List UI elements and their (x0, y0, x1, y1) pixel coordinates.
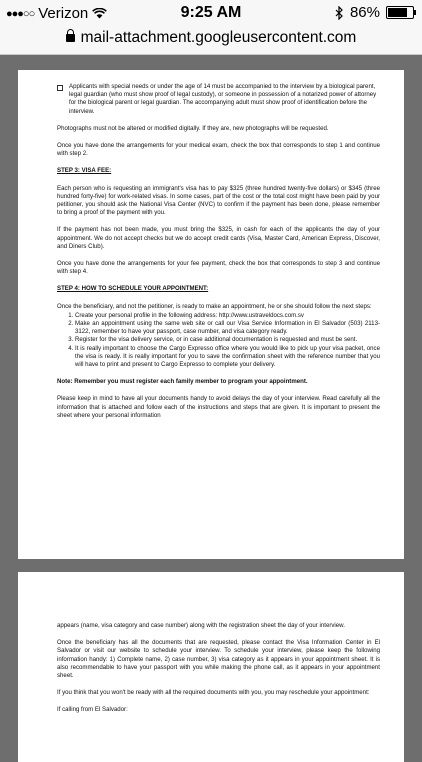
battery-percent: 86% (349, 4, 380, 21)
bluetooth-icon (335, 6, 344, 20)
medical-paragraph: Once you have done the arrangements for your medical exam, check the box that corresponds to step 1 and continue with step 2. (57, 142, 380, 158)
checkbox-icon (57, 85, 63, 91)
fee-paragraph-2: If the payment has not been made, you must bring the $325, in cash for each of the applicants the day of your appointment. We do not accept checks but we do accept credit cards (Visa, Master Card, American Express, Discover, and Diners Club). (57, 226, 380, 250)
checkbox-item (57, 83, 380, 116)
page-2-content (57, 622, 380, 724)
address-bar[interactable] (0, 26, 422, 55)
page-1-content (57, 83, 380, 429)
list-item: 4. It is really important to choose the Cargo Expresso office where you would like to pick up your visa packet, once the visa is ready. It is really important for you to save the confirmation sheet with the reference number that you will have to print and present to Cargo Expresso to complete your delivery. (75, 345, 380, 370)
signal-strength-icon: ●●●○○ (6, 7, 35, 20)
status-right (335, 4, 414, 21)
reschedule-paragraph: If you think that you won't be ready with all the required documents with you, you may reschedule your appointment: (57, 689, 370, 697)
url-text[interactable]: mail-attachment.googleusercontent.com (80, 29, 357, 46)
fee-paragraph-3: Once you have done the arrangements for your fee payment, check the box that corresponds to step 3 and continue with step 4. (57, 260, 380, 276)
calling-paragraph: If calling from El Salvador: (57, 706, 128, 714)
list-item: 1. Create your personal profile in the following address: http://www.ustraveldocs.com.sv (75, 312, 380, 320)
carrier-name: Verizon (38, 5, 89, 22)
photos-paragraph: Photographs must not be altered or modified digitally. If they are, new photographs will be requested. (57, 124, 329, 132)
keep-documents-paragraph: Please keep in mind to have all your documents handy to avoid delays the day of your interview. Read carefully all the information that is attached and follow each of the instructions and steps that are given. It is important to present the sheet where your personal information (57, 395, 380, 419)
list-item: 2. Make an appointment using the same web site or call our Visa Service Information in El Salvador (503) 2113-3122, remember to have your passport, case number, and visa category ready. (75, 320, 380, 336)
battery-icon (386, 6, 414, 19)
battery-fill (388, 8, 407, 17)
continued-paragraph: appears (name, visa category and case number) along with the registration sheet the day of your interview. (57, 622, 345, 629)
lock-icon (66, 34, 75, 42)
document-page-1 (18, 70, 404, 559)
list-item: 3. Register for the visa delivery service, or in case additional documentation is requested and must be sent. (75, 336, 380, 344)
schedule-steps-list (57, 312, 380, 369)
clock: 9:25 AM (180, 4, 242, 21)
document-page-2 (18, 572, 404, 762)
schedule-paragraph: Once the beneficiary, and not the petitioner, is ready to make an appointment, he or she should follow the next steps: (57, 302, 372, 310)
contact-paragraph: Once the beneficiary has all the documents that are requested, please contact the Visa Information Center in El Salvador or visit our website to schedule your interview. To schedule your interview, please keep the following information handy: 1) Complete name, 2) case number, 3) visa category as it appears in your appointment sheet. It is also recommendable to have your passport with you while making the phone call, as it appears in your appointment sheet. (57, 639, 380, 680)
step4-heading: STEP 4: HOW TO SCHEDULE YOUR APPOINTMENT: (57, 285, 209, 293)
special-needs-text: Applicants with special needs or under the age of 14 must be accompanied to the interview by a biological parent, legal guardian (who must show proof of legal custody), or someone in possession of a notarized power of attorney for the biological parent or legal guardian. The accompanying adult must show proof of identification before the interview. (69, 83, 377, 115)
note-paragraph: Note: Remember you must register each family member to program your appointment. (57, 378, 308, 386)
step3-heading: STEP 3: VISA FEE: (57, 167, 112, 175)
status-bar (0, 0, 422, 26)
fee-paragraph-1: Each person who is requesting an immigrant's visa has to pay $325 (three hundred twenty-five dollars) or $345 (three hundred forty-five) for work-related visas. In some cases, part of the cost or the total cost might have been paid by your petitioner, you should ask the National Visa Center (NVC) to confirm if the payment has been done, please remember to bring a proof of the payment with you. (57, 184, 380, 217)
